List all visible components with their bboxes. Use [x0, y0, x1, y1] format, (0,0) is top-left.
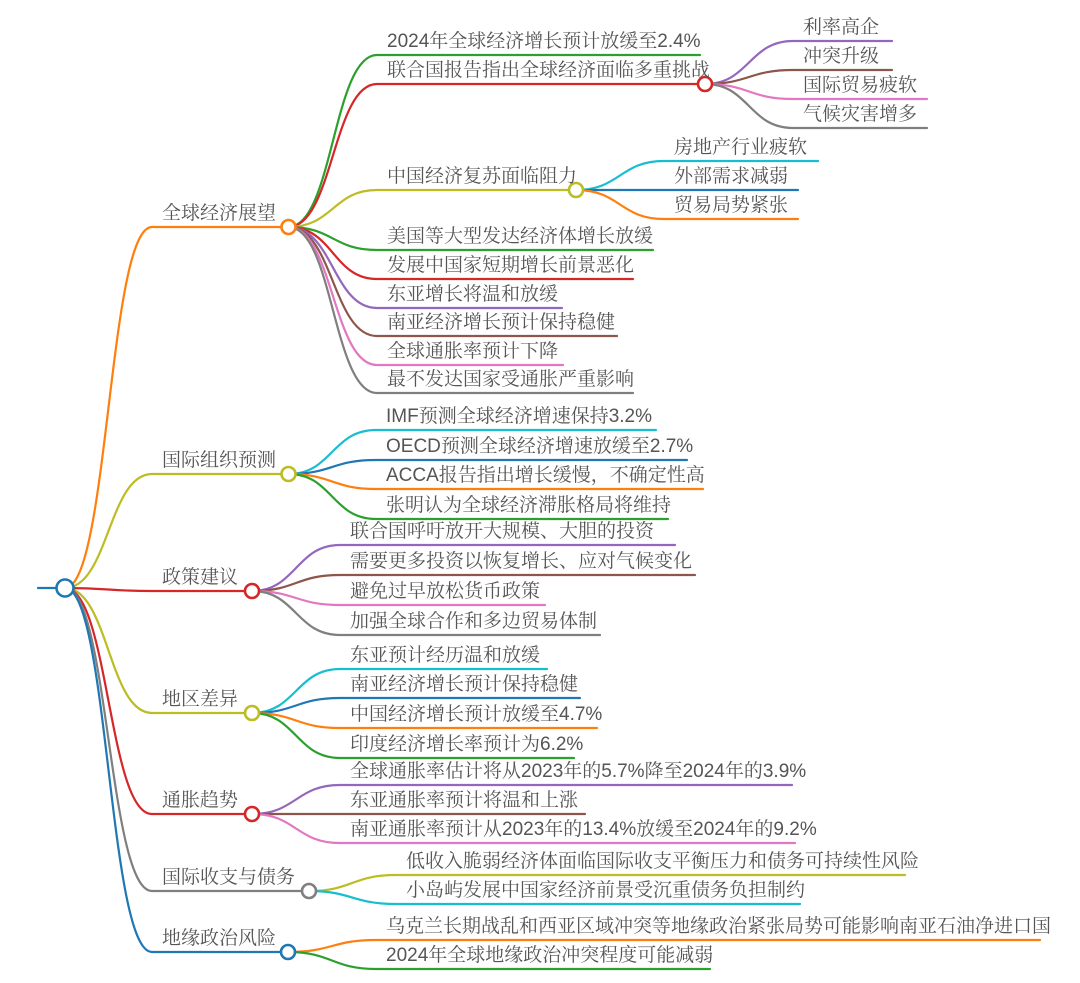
topic-geopolitical-risk: 地缘政治风险 [162, 928, 277, 949]
node-east-asia-mild-slowdown: 东亚预计经历温和放缓 [350, 645, 541, 666]
toggle-regional-differences[interactable] [245, 706, 259, 720]
toggle-balance-of-payments-and-debt[interactable] [302, 884, 316, 898]
node-south-asia-steady-growth: 南亚经济增长预计保持稳健 [387, 312, 616, 333]
node-un-calls-bold-investment: 联合国呼吁放开大规模、大胆的投资 [350, 521, 655, 542]
node-high-interest-rates: 利率高企 [803, 17, 880, 38]
node-weak-external-demand: 外部需求减弱 [674, 166, 789, 187]
node-global-inflation-forecast: 全球通胀率估计将从2023年的5.7%降至2024年的3.9% [350, 761, 807, 782]
node-strengthen-global-cooperation: 加强全球合作和多边贸易体制 [350, 611, 598, 632]
node-global-growth-2024-slowdown: 2024年全球经济增长预计放缓至2.4% [387, 31, 701, 52]
node-global-inflation-decline: 全球通胀率预计下降 [387, 341, 559, 362]
node-china-growth-4-7: 中国经济增长预计放缓至4.7% [350, 704, 603, 725]
topic-international-organization-forecasts: 国际组织预测 [162, 450, 277, 471]
link-un-report-multiple-challenges [289, 84, 699, 227]
toggle-inflation-trends[interactable] [245, 807, 259, 821]
node-avoid-premature-easing: 避免过早放松货币政策 [350, 581, 541, 602]
node-weak-property-sector: 房地产行业疲软 [674, 137, 808, 158]
node-east-asia-moderate-slowdown: 东亚增长将温和放缓 [387, 284, 559, 305]
node-developed-economies-slowdown: 美国等大型发达经济体增长放缓 [387, 226, 654, 247]
root-node-circle[interactable] [57, 580, 74, 597]
topic-policy-recommendations: 政策建议 [162, 567, 239, 588]
node-weak-international-trade: 国际贸易疲软 [803, 75, 918, 96]
link-global-economic-outlook [65, 227, 282, 588]
node-increasing-climate-disasters: 气候灾害增多 [803, 104, 918, 125]
link-geopolitical-risk [65, 588, 282, 952]
node-conflict-intensity-may-ease: 2024年全球地缘政治冲突程度可能减弱 [386, 945, 714, 966]
node-developing-countries-outlook-worsens: 发展中国家短期增长前景恶化 [387, 255, 635, 276]
node-more-investment-recovery-climate: 需要更多投资以恢复增长、应对气候变化 [350, 551, 693, 572]
node-sids-debt-burden: 小岛屿发展中国家经济前景受沉重债务负担制约 [406, 880, 806, 901]
node-acca-report: ACCA报告指出增长缓慢，不确定性高 [386, 465, 705, 486]
node-low-income-bop-debt-risk: 低收入脆弱经济体面临国际收支平衡压力和债务可持续性风险 [406, 851, 920, 872]
node-trade-tensions: 贸易局势紧张 [674, 195, 789, 216]
node-china-recovery-headwinds: 中国经济复苏面临阻力 [387, 166, 578, 187]
toggle-international-organization-forecasts[interactable] [282, 467, 296, 481]
node-conflict-escalation: 冲突升级 [803, 46, 880, 67]
toggle-policy-recommendations[interactable] [245, 584, 259, 598]
node-un-report-multiple-challenges: 联合国报告指出全球经济面临多重挑战 [387, 60, 711, 81]
node-zhangming-stagflation-view: 张明认为全球经济滞胀格局将维持 [386, 495, 672, 516]
node-india-growth-6-2: 印度经济增长率预计为6.2% [350, 734, 584, 755]
topic-inflation-trends: 通胀趋势 [162, 790, 239, 811]
link-china-recovery-headwinds [289, 190, 570, 227]
toggle-global-economic-outlook[interactable] [282, 220, 296, 234]
node-south-asia-inflation-forecast: 南亚通胀率预计从2023年的13.4%放缓至2024年的9.2% [350, 819, 817, 840]
node-imf-forecast: IMF预测全球经济增速保持3.2% [386, 406, 653, 427]
topic-balance-of-payments-and-debt: 国际收支与债务 [162, 867, 296, 888]
topic-regional-differences: 地区差异 [162, 689, 239, 710]
node-oecd-forecast: OECD预测全球经济增速放缓至2.7% [386, 436, 694, 457]
node-east-asia-inflation-mild-rise: 东亚通胀率预计将温和上涨 [350, 790, 579, 811]
node-south-asia-steady: 南亚经济增长预计保持稳健 [350, 674, 579, 695]
node-ldc-inflation-impact: 最不发达国家受通胀严重影响 [387, 369, 635, 390]
toggle-geopolitical-risk[interactable] [281, 945, 295, 959]
link-balance-of-payments-and-debt [65, 588, 303, 891]
node-ukraine-west-asia-conflict-impact: 乌克兰长期战乱和西亚区域冲突等地缘政治紧张局势可能影响南亚石油净进口国 [386, 916, 1052, 937]
topic-global-economic-outlook: 全球经济展望 [162, 203, 277, 224]
